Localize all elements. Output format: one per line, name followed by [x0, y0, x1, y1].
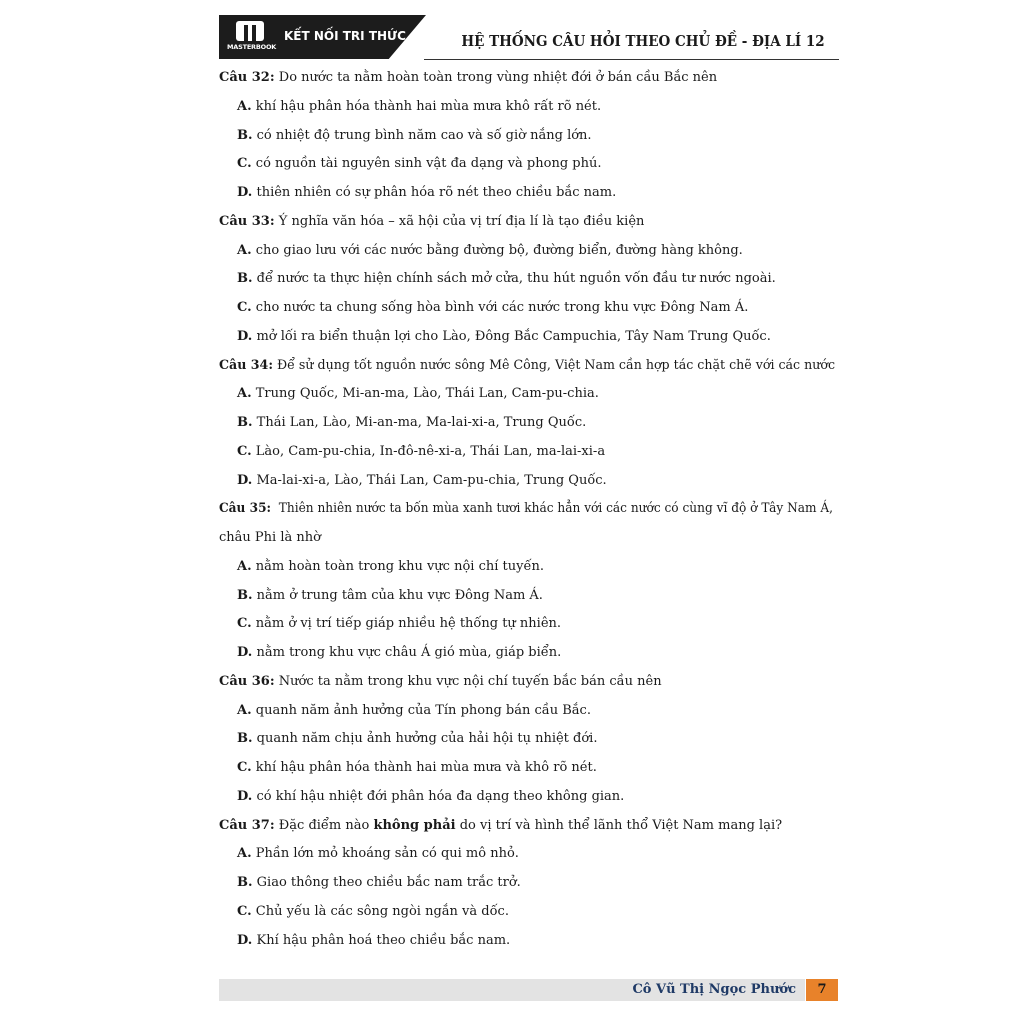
option-text: có khí hậu nhiệt đới phân hóa đa dạng theo không gian. [256, 788, 625, 804]
option-d [219, 467, 840, 496]
question-line [219, 495, 833, 524]
option-label: B. [237, 731, 253, 747]
option-b [219, 725, 840, 754]
header-divider [424, 59, 839, 60]
question-stem: Do nước ta nằm hoàn toàn trong vùng nhiệt đới ở bán cầu Bắc nên [278, 70, 718, 85]
question-35-continued [219, 524, 840, 553]
question-32 [219, 64, 840, 93]
question-34 [219, 352, 840, 381]
question-33 [219, 208, 840, 237]
option-text: nằm trong khu vực châu Á gió mùa, giáp biển. [256, 645, 562, 660]
question-label: Câu 32: [219, 70, 275, 85]
option-label: A. [237, 386, 252, 402]
question-stem-line2: châu Phi là nhờ [219, 530, 321, 545]
question-36 [219, 668, 840, 697]
option-label: D. [237, 645, 253, 660]
option-label: C. [237, 903, 252, 919]
question-label: Câu 37: [219, 817, 275, 833]
option-label: B. [237, 587, 253, 603]
option-text: mở lối ra biển thuận lợi cho Lào, Đông Bắc Campuchia, Tây Nam Trung Quốc. [256, 328, 771, 344]
option-b [219, 409, 840, 438]
question-stem-pre: Đặc điểm nào [278, 817, 370, 833]
masterbook-logo [227, 19, 277, 55]
question-stem-post: do vị trí và hình thể lãnh thổ Việt Nam mang lại? [459, 817, 783, 833]
option-text: Lào, Cam-pu-chia, In-đô-nê-xi-a, Thái Lan, ma-lai-xi-a [255, 443, 606, 459]
option-text: khí hậu phân hóa thành hai mùa mưa khô rất rõ nét. [255, 98, 602, 114]
option-d [219, 927, 840, 956]
question-stem: Nước ta nằm trong khu vực nội chí tuyến bắc bán cầu nên [278, 673, 662, 689]
question-stem-emphasis: không phải [373, 817, 456, 833]
option-text: quanh năm ảnh hưởng của Tín phong bán cầu Bắc. [255, 702, 591, 718]
question-label: Câu 33: [219, 213, 275, 229]
option-c [219, 438, 840, 467]
option-label: A. [237, 242, 252, 258]
option-text: quanh năm chịu ảnh hưởng của hải hội tụ nhiệt đới. [256, 731, 598, 747]
question-35 [219, 495, 840, 524]
option-a [219, 840, 840, 869]
option-label: B. [237, 271, 253, 287]
option-text: nằm ở vị trí tiếp giáp nhiều hệ thống tự nhiên. [255, 616, 562, 632]
footer-author: Cô Vũ Thị Ngọc Phước [632, 982, 796, 997]
option-label: D. [237, 472, 253, 488]
option-c [219, 754, 840, 783]
option-label: C. [237, 156, 252, 172]
option-text: để nước ta thực hiện chính sách mở cửa, thu hút nguồn vốn đầu tư nước ngoài. [256, 271, 776, 287]
option-text: Phần lớn mỏ khoáng sản có qui mô nhỏ. [255, 846, 519, 862]
option-label: B. [237, 875, 253, 890]
question-label: Câu 35: [219, 501, 272, 517]
option-text: Khí hậu phân hoá theo chiều bắc nam. [256, 932, 511, 948]
option-text: cho giao lưu với các nước bằng đường bộ, đường biển, đường hàng không. [255, 242, 743, 258]
question-line [219, 352, 835, 381]
option-label: A. [237, 98, 252, 114]
question-list [219, 64, 840, 955]
logo-m-icon [236, 21, 264, 41]
option-label: A. [237, 846, 252, 862]
option-text: Ma-lai-xi-a, Lào, Thái Lan, Cam-pu-chia, Trung Quốc. [256, 472, 607, 488]
option-c [219, 610, 840, 639]
option-label: B. [237, 127, 253, 143]
option-label: D. [237, 788, 253, 804]
option-label: A. [237, 702, 252, 718]
option-text: Thái Lan, Lào, Mi-an-ma, Ma-lai-xi-a, Trung Quốc. [256, 415, 587, 430]
option-text: Trung Quốc, Mi-an-ma, Lào, Thái Lan, Cam-pu-chia. [255, 386, 599, 402]
question-label: Câu 34: [219, 357, 273, 373]
question-stem: Để sử dụng tốt nguồn nước sông Mê Công, Việt Nam cần hợp tác chặt chẽ với các nước [276, 357, 836, 373]
option-b [219, 869, 840, 898]
option-b [219, 582, 840, 611]
option-label: D. [237, 932, 253, 948]
header-title: HỆ THỐNG CÂU HỎI THEO CHỦ ĐỀ - ĐỊA LÍ 12 [461, 32, 825, 50]
option-text: có nguồn tài nguyên sinh vật đa dạng và phong phú. [255, 156, 602, 172]
option-b [219, 265, 840, 294]
option-a [219, 380, 840, 409]
option-text: Giao thông theo chiều bắc nam trắc trở. [256, 875, 521, 890]
option-d [219, 783, 840, 812]
option-text: khí hậu phân hóa thành hai mùa mưa và khô rõ nét. [255, 760, 597, 775]
logo-text: MASTERBOOK [227, 43, 277, 51]
question-stem: Ý nghĩa văn hóa – xã hội của vị trí địa lí là tạo điều kiện [278, 213, 645, 229]
option-label: C. [237, 616, 252, 632]
option-label: D. [237, 328, 253, 344]
option-text: cho nước ta chung sống hòa bình với các nước trong khu vực Đông Nam Á. [255, 300, 749, 315]
option-c [219, 294, 840, 323]
option-b [219, 122, 840, 151]
option-text: nằm hoàn toàn trong khu vực nội chí tuyến. [255, 558, 544, 574]
option-label: C. [237, 443, 252, 459]
question-37 [219, 812, 840, 841]
option-label: A. [237, 558, 252, 574]
option-c [219, 150, 840, 179]
option-text: Chủ yếu là các sông ngòi ngắn và dốc. [255, 903, 509, 919]
option-a [219, 237, 840, 266]
option-a [219, 697, 840, 726]
option-d [219, 639, 840, 668]
option-label: C. [237, 300, 252, 315]
option-text: có nhiệt độ trung bình năm cao và số giờ nắng lớn. [256, 127, 592, 143]
option-a [219, 93, 840, 122]
option-label: D. [237, 185, 253, 200]
option-text: nằm ở trung tâm của khu vực Đông Nam Á. [256, 587, 543, 603]
header-brand: KẾT NỐI TRI THỨC [284, 29, 406, 43]
question-label: Câu 36: [219, 673, 275, 689]
option-text: thiên nhiên có sự phân hóa rõ nét theo chiều bắc nam. [256, 185, 617, 200]
question-stem-line1: Thiên nhiên nước ta bốn mùa xanh tươi khác hẳn với các nước có cùng vĩ độ ở Tây Nam Á, [278, 501, 834, 517]
option-label: B. [237, 415, 253, 430]
option-c [219, 898, 840, 927]
option-d [219, 179, 840, 208]
page-number-badge: 7 [806, 979, 838, 1001]
option-label: C. [237, 760, 252, 775]
option-d [219, 323, 840, 352]
option-a [219, 553, 840, 582]
